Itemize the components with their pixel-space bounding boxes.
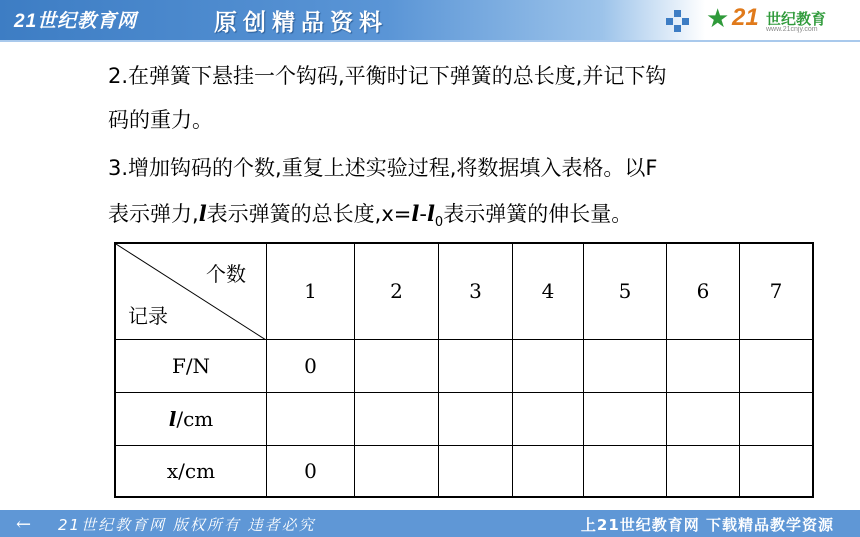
table-cell bbox=[513, 392, 584, 445]
site-brand: 21世纪教育网 bbox=[14, 11, 138, 32]
text-segment: 表示弹力, bbox=[108, 202, 199, 226]
paragraph-2-line-2: 码的重力。 bbox=[108, 108, 213, 132]
header-divider bbox=[0, 40, 860, 42]
copyright-text: 21世纪教育网 版权所有 违者必究 bbox=[58, 516, 316, 534]
symbol-l0: l bbox=[426, 201, 435, 226]
table-cell bbox=[355, 445, 439, 497]
corner-bottom-label: 记录 bbox=[128, 303, 168, 328]
column-header: 5 bbox=[584, 243, 667, 339]
header-slogan: 原创精品资料 bbox=[214, 9, 388, 36]
table-cell bbox=[667, 392, 740, 445]
paragraph-2-line-1: 2.在弹簧下悬挂一个钩码,平衡时记下弹簧的总长度,并记下钩 bbox=[108, 64, 667, 88]
table-cell bbox=[439, 445, 513, 497]
symbol-l: l bbox=[411, 201, 420, 226]
minus-sign: - bbox=[419, 202, 427, 226]
site-logo[interactable] bbox=[704, 2, 852, 38]
table-cell bbox=[267, 392, 355, 445]
runner-icon: ★ bbox=[706, 4, 730, 34]
row-label-force: F/N bbox=[115, 339, 267, 392]
table-cell bbox=[584, 339, 667, 392]
symbol-l: l bbox=[168, 406, 177, 431]
subscript-zero: 0 bbox=[434, 215, 444, 231]
footer-bar bbox=[0, 510, 860, 537]
logo-url: www.21cnjy.com bbox=[766, 26, 818, 33]
table-cell bbox=[584, 445, 667, 497]
text-segment: 表示弹簧的总长度,x= bbox=[206, 202, 412, 226]
table-cell bbox=[439, 339, 513, 392]
column-header: 2 bbox=[355, 243, 439, 339]
table-row bbox=[115, 445, 813, 497]
column-header: 4 bbox=[513, 243, 584, 339]
table-cell bbox=[667, 339, 740, 392]
unit-cm: /cm bbox=[176, 406, 214, 431]
column-header: 7 bbox=[740, 243, 814, 339]
decorative-squares-icon bbox=[666, 10, 692, 32]
column-header: 1 bbox=[267, 243, 355, 339]
column-header: 3 bbox=[439, 243, 513, 339]
corner-top-label: 个数 bbox=[206, 262, 246, 286]
row-label-length bbox=[115, 392, 267, 445]
back-arrow-icon[interactable]: ← bbox=[16, 514, 32, 535]
table-cell: 0 bbox=[267, 445, 355, 497]
table-row bbox=[115, 392, 813, 445]
table-cell bbox=[439, 392, 513, 445]
table-cell bbox=[513, 445, 584, 497]
table-cell bbox=[667, 445, 740, 497]
download-link[interactable]: 上21世纪教育网 下载精品教学资源 bbox=[580, 516, 834, 534]
data-table bbox=[114, 242, 814, 498]
symbol-l: l bbox=[198, 201, 207, 226]
table-cell: 0 bbox=[267, 339, 355, 392]
logo-text: 世纪教育 bbox=[766, 10, 827, 28]
row-label-extension: x/cm bbox=[115, 445, 267, 497]
corner-header-cell bbox=[115, 243, 267, 339]
table-row bbox=[115, 339, 813, 392]
paragraph-3-line-2 bbox=[108, 198, 632, 230]
paragraph-3-line-1: 3.增加钩码的个数,重复上述实验过程,将数据填入表格。以F bbox=[108, 156, 658, 180]
table-cell bbox=[355, 392, 439, 445]
text-segment: 表示弹簧的伸长量。 bbox=[443, 202, 633, 226]
logo-number: 21 bbox=[732, 4, 759, 31]
table-cell bbox=[584, 392, 667, 445]
table-header-row bbox=[115, 243, 813, 339]
column-header: 6 bbox=[667, 243, 740, 339]
table-cell bbox=[740, 392, 814, 445]
table-cell bbox=[740, 445, 814, 497]
table-cell bbox=[355, 339, 439, 392]
table-cell bbox=[513, 339, 584, 392]
table-cell bbox=[740, 339, 814, 392]
